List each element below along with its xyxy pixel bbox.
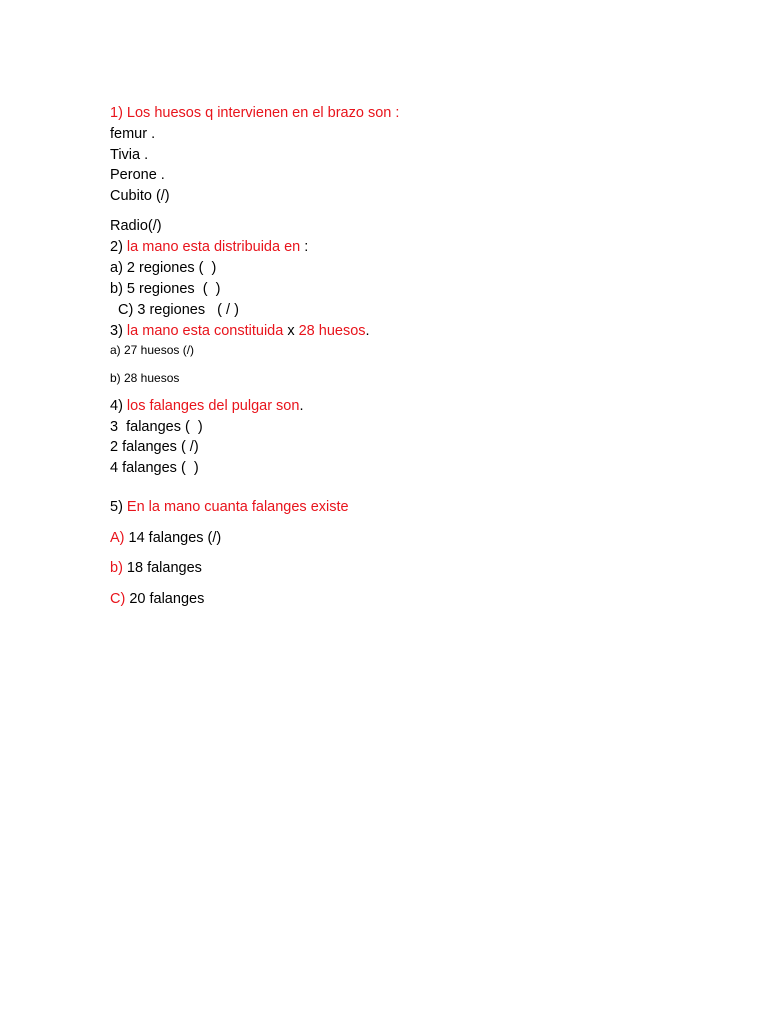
q4-option-4: 4 falanges ( ) xyxy=(110,460,199,476)
q3-suffix: . xyxy=(365,323,370,339)
question-2-prompt xyxy=(110,238,308,256)
q1-option-cubito: Cubito (/) xyxy=(110,188,170,204)
q3-prompt-text: la mano esta constituida xyxy=(126,323,284,339)
q1-option-radio: Radio(/) xyxy=(110,218,162,234)
q3-option-a: a) 27 huesos (/) xyxy=(110,343,195,357)
q5-option-a-text: 14 falanges (/) xyxy=(124,530,222,546)
q2-number: 2) xyxy=(110,239,127,255)
q5-option-c-text: 20 falanges xyxy=(125,591,205,607)
q5-option-c-letter: C) xyxy=(110,591,126,607)
q5-number: 5) xyxy=(110,499,127,515)
q5-prompt-text: En la mano cuanta falanges existe xyxy=(126,499,349,515)
q5-option-c xyxy=(110,590,204,608)
question-1-prompt: 1) Los huesos q intervienen en el brazo son : xyxy=(110,105,400,121)
q2-option-b: b) 5 regiones ( ) xyxy=(110,281,221,297)
q4-suffix: . xyxy=(299,398,304,414)
question-5-prompt xyxy=(110,498,349,516)
q3-prompt-text-2: 28 huesos xyxy=(298,323,366,339)
q4-prompt-text: los falanges del pulgar son xyxy=(126,398,300,414)
question-3-prompt xyxy=(110,322,370,340)
q2-suffix: : xyxy=(300,239,309,255)
q1-option-femur: femur . xyxy=(110,126,156,142)
q5-option-b-letter: b) xyxy=(110,560,123,576)
q5-option-a xyxy=(110,529,221,547)
q1-option-perone: Perone . xyxy=(110,167,165,183)
q3-option-b: b) 28 huesos xyxy=(110,371,180,385)
q4-option-2: 2 falanges ( /) xyxy=(110,439,199,455)
q5-option-b-text: 18 falanges xyxy=(122,560,202,576)
q5-option-a-letter: A) xyxy=(110,530,125,546)
q3-number: 3) xyxy=(110,323,127,339)
q2-option-c: C) 3 regiones ( / ) xyxy=(110,302,239,318)
q1-option-tivia: Tivia . xyxy=(110,147,149,163)
q3-middle: x xyxy=(283,323,299,339)
q4-option-3: 3 falanges ( ) xyxy=(110,419,203,435)
q5-option-b xyxy=(110,559,202,577)
q2-prompt-text: la mano esta distribuida en xyxy=(126,239,301,255)
q4-number: 4) xyxy=(110,398,127,414)
q2-option-a: a) 2 regiones ( ) xyxy=(110,260,217,276)
question-4-prompt xyxy=(110,397,303,415)
